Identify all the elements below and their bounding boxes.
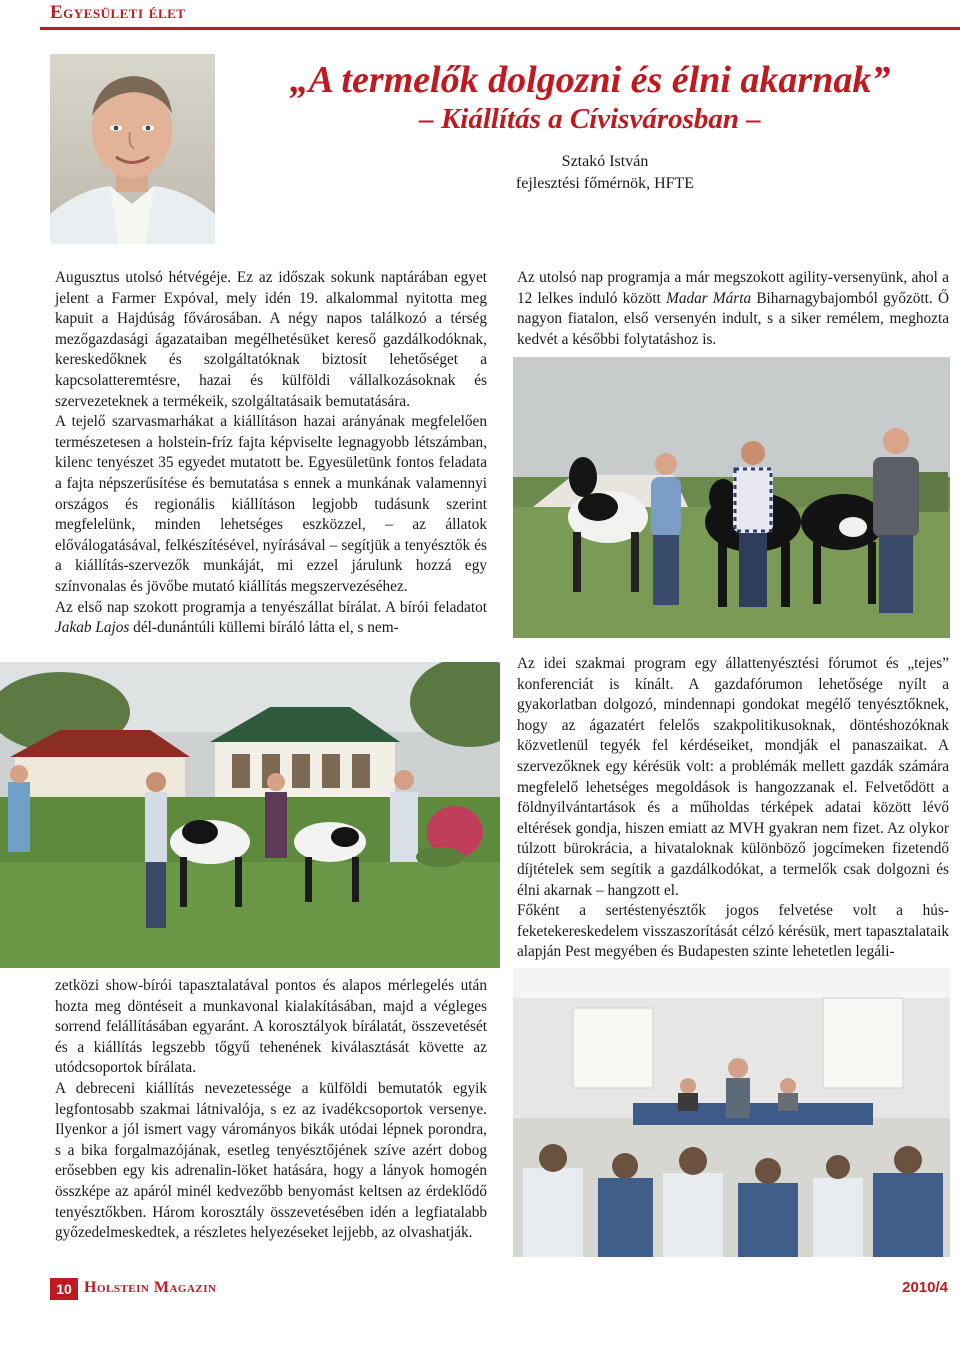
paragraph bbox=[55, 268, 487, 412]
paragraph-text: A debreceni kiállítás nevezetessége a külföldi bemutatók egyik legfontosabb szakmai látnivalója, s ez az ivadékcsoportok versenye. Ilyenkor a jól ismert vagy várományos bikák utódai lépnek porondra, s a bika forgalmazójának, esetleg tenyésztőjének szíve azért dobog erősebben egy kis adrenalin-löket hatására, hogy a lányok homogén összképe az apáról minél kedvezőbb benyomást keltsen az érdeklődő tenyésztőkben. Három korosztály összevetésében idén a legfiatalabb győzedelmeskedtek, a részletes helyezéseket lejjebb, az olvashatják. bbox=[55, 1079, 487, 1242]
article-title: „A termelők dolgozni és élni akarnak” bbox=[289, 59, 891, 101]
photo-breeders-with-cows bbox=[513, 357, 950, 638]
header-rule bbox=[40, 27, 960, 30]
portrait-illustration bbox=[50, 54, 215, 244]
photo-conference bbox=[513, 968, 950, 1257]
paragraph-text: zetközi show-bírói tapasztalatával pontos és alapos mérlegelés után hozta meg döntéseit a munkavonal kialakításában, majd a végleges sorrend felállításában egyaránt. A korosztályok bírálatát, összevetését és a kiállítás legszebb tőgyű tehenének kiválasztását követte az utódcsoportok bírálata. bbox=[55, 977, 487, 1077]
paragraph-text: A tejelő szarvasmarhákat a kiállításon hazai arányának megfelelően természetesen a holstein-fríz fajta képviselte legnagyobb létszámban, kilenc tenyészet 35 egyedet mutatott be. Egyesületünk fontos feladata a fajta népszerűsítése és bemutatása s ennek a munkának valamennyi országos és regionális kiállításon legjobb tudásunk szerint megfelelünk, minden lehetséges eszközzel, – az állatok előválogatásával, felkészítésével, nyírásával – segítjük a tenyésztők és a kiállítás-szervezők munkáját, mi ezzel járulunk hozzá egy színvonalas és jövőbe mutató kiállítás megszervezéséhez. bbox=[55, 413, 487, 595]
paragraph bbox=[517, 268, 949, 350]
page-number: 10 bbox=[50, 1278, 78, 1300]
paragraph-text: Főként a sertéstenyésztők jogos felvetése volt a hús-feketekereskedelem visszaszorítását célzó kérésük, mert tapasztalataik alapján Pest megyében és Budapesten szinte lehetetlen legáli- bbox=[517, 902, 949, 961]
author-name: Sztakó István bbox=[561, 153, 649, 170]
magazine-name: Holstein Magazin bbox=[84, 1279, 217, 1296]
photo-show-ring bbox=[0, 662, 500, 968]
photo-show-illustration bbox=[0, 662, 500, 968]
paragraph bbox=[55, 976, 487, 1079]
right-column-middle-text bbox=[517, 654, 949, 963]
paragraph-text: Biharnagybajomból győzött. Ő nagyon fiatalon, első versenyén indult, s a siker remélem, meghozta kedvét a későbbi folytatáshoz is. bbox=[517, 289, 949, 348]
person-name: Madar Márta bbox=[666, 289, 752, 307]
paragraph bbox=[55, 412, 487, 597]
paragraph-text: Az utolsó nap programja a már megszokott agility-versenyünk, ahol a 12 lelkes induló között bbox=[517, 269, 949, 307]
paragraph-text: dél-dunántúli küllemi bíráló látta el, s nem- bbox=[129, 619, 399, 637]
paragraph-text: Az idei szakmai program egy állattenyésztési fórumot és „tejes” konferenciát is kínált. A gazdafórumon lehetősége nyílt a gyakorlatban dolgozó, mindennapi gondokat megélő tenyésztőknek, hogy az ágazatért felelős szakpolitikusoknak, döntéshozóknak közvetlenül tegyék fel kérdéseiket, mondják el panaszaikat. A szervezőknek egy kérésük volt: a problémák mellett gazdák számára megfelelő lehetséges megoldások is hangozzanak el. Felvetődött a földnyilvántartások és a műholdas térképek adatai között lévő eltérések gondja, hiszen emiatt az MVH gyakran nem fizet. Az olykor túlzott bürokrácia, a hivataloknak különböző jogcímeken fizetendő díjtételek sem segítik a gazdálkodókat, a termelők csak dolgozni és élni akarnak – hangzott el. bbox=[517, 655, 949, 899]
article-subtitle: – Kiállítás a Cívisvárosban – bbox=[419, 103, 761, 135]
photo-conference-illustration bbox=[513, 968, 950, 1257]
paragraph bbox=[517, 901, 949, 963]
left-column-bottom-text bbox=[55, 976, 487, 1244]
section-title: Egyesületi élet bbox=[50, 2, 186, 23]
paragraph bbox=[517, 654, 949, 901]
person-name: Jakab Lajos bbox=[55, 619, 130, 637]
paragraph-text: Augusztus utolsó hétvégéje. Ez az időszak sokunk naptárában egyet jelent a Farmer Expóval, mely idén 19. alkalommal nyitotta meg kapuit a Hajdúság fővárosában. A négy napos találkozó a térség mezőgazdasági ágazataiban megélhetésüket kereső gazdálkodóknak, kereskedőknek és szolgáltatóknak biztosít lehetőséget a kapcsolatteremtésre, hazai és külföldi vállalkozásoknak és szervezeteknek a termékeik, szolgáltatásaik bemutatására. bbox=[55, 269, 487, 410]
author-portrait-photo bbox=[50, 54, 215, 244]
left-column-top-text bbox=[55, 268, 487, 639]
author-role: fejlesztési főmérnök, HFTE bbox=[515, 175, 695, 192]
paragraph-text: Az első nap szokott programja a tenyészállat bírálat. A bírói feladatot bbox=[55, 598, 487, 616]
paragraph bbox=[55, 1079, 487, 1244]
issue-label: 2010/4 bbox=[902, 1279, 948, 1296]
paragraph bbox=[55, 598, 487, 639]
photo-cows-illustration bbox=[513, 357, 950, 638]
right-column-top-text bbox=[517, 268, 949, 350]
